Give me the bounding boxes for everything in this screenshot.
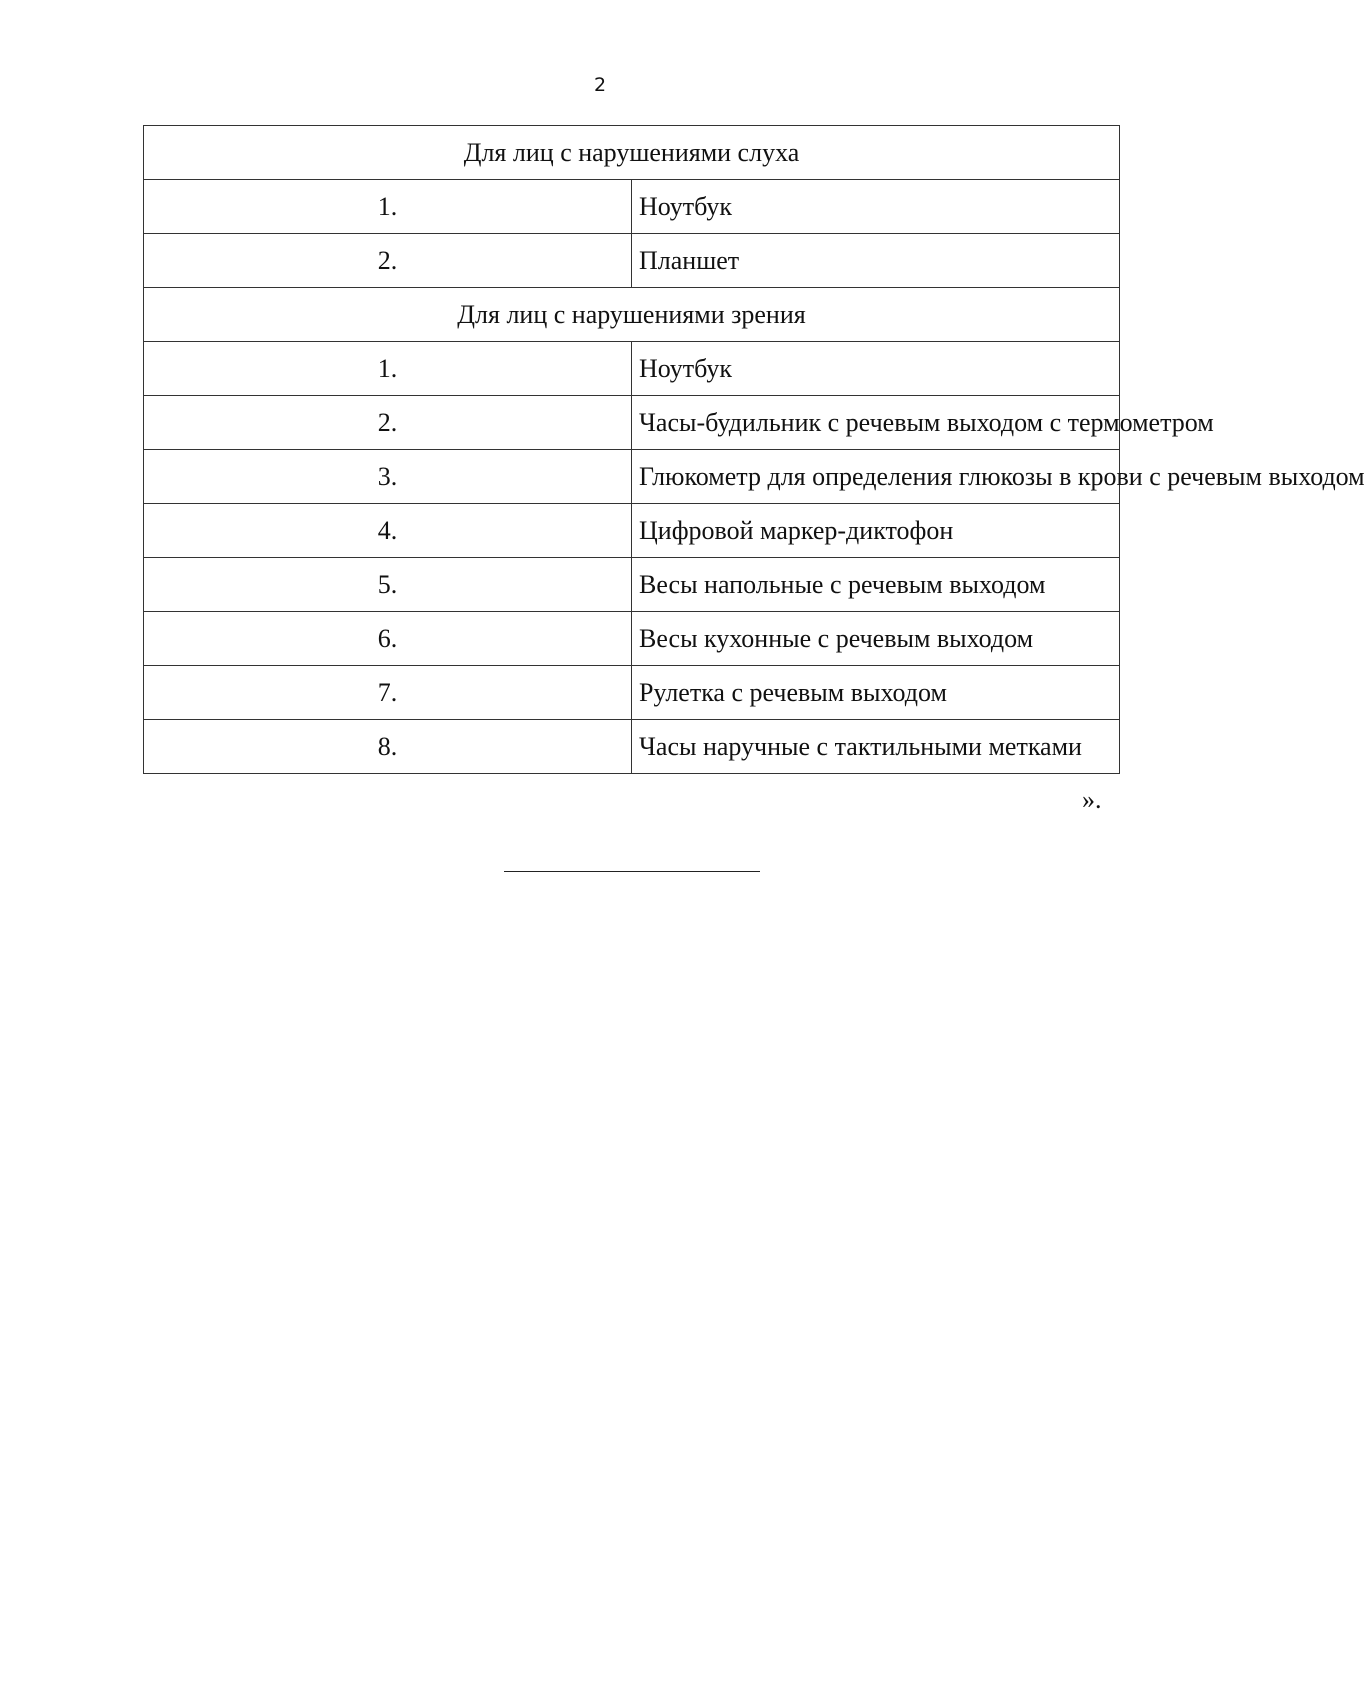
row-item: Цифровой маркер-диктофон [632, 504, 1120, 558]
row-item: Часы-будильник с речевым выходом с термометром [632, 396, 1120, 450]
row-number: 1. [144, 180, 632, 234]
section-header-row [144, 288, 1120, 342]
section-title: Для лиц с нарушениями слуха [144, 126, 1120, 180]
page-number: 2 [593, 74, 607, 96]
row-item: Весы напольные с речевым выходом [632, 558, 1120, 612]
row-number: 2. [144, 396, 632, 450]
table-row [144, 234, 1120, 288]
row-number: 7. [144, 666, 632, 720]
section-title: Для лиц с нарушениями зрения [144, 288, 1120, 342]
row-item: Ноутбук [632, 342, 1120, 396]
table-row [144, 396, 1120, 450]
table-row [144, 180, 1120, 234]
row-number: 1. [144, 342, 632, 396]
closing-quote-mark: ». [1082, 785, 1102, 814]
row-item: Весы кухонные с речевым выходом [632, 612, 1120, 666]
row-item: Часы наручные с тактильными метками [632, 720, 1120, 774]
row-number: 8. [144, 720, 632, 774]
table-row [144, 450, 1120, 504]
table-row [144, 666, 1120, 720]
row-item: Планшет [632, 234, 1120, 288]
row-number: 6. [144, 612, 632, 666]
row-number: 3. [144, 450, 632, 504]
row-number: 2. [144, 234, 632, 288]
table-row [144, 612, 1120, 666]
table-row [144, 720, 1120, 774]
table-row [144, 504, 1120, 558]
equipment-table [143, 125, 1365, 774]
row-item: Глюкометр для определения глюкозы в крови с речевым выходом [632, 450, 1120, 504]
section-header-row [144, 126, 1120, 180]
row-number: 4. [144, 504, 632, 558]
table-row [144, 342, 1120, 396]
row-item: Ноутбук [632, 180, 1120, 234]
row-item: Рулетка с речевым выходом [632, 666, 1120, 720]
separator-line [504, 871, 760, 872]
table-row [144, 558, 1120, 612]
row-number: 5. [144, 558, 632, 612]
